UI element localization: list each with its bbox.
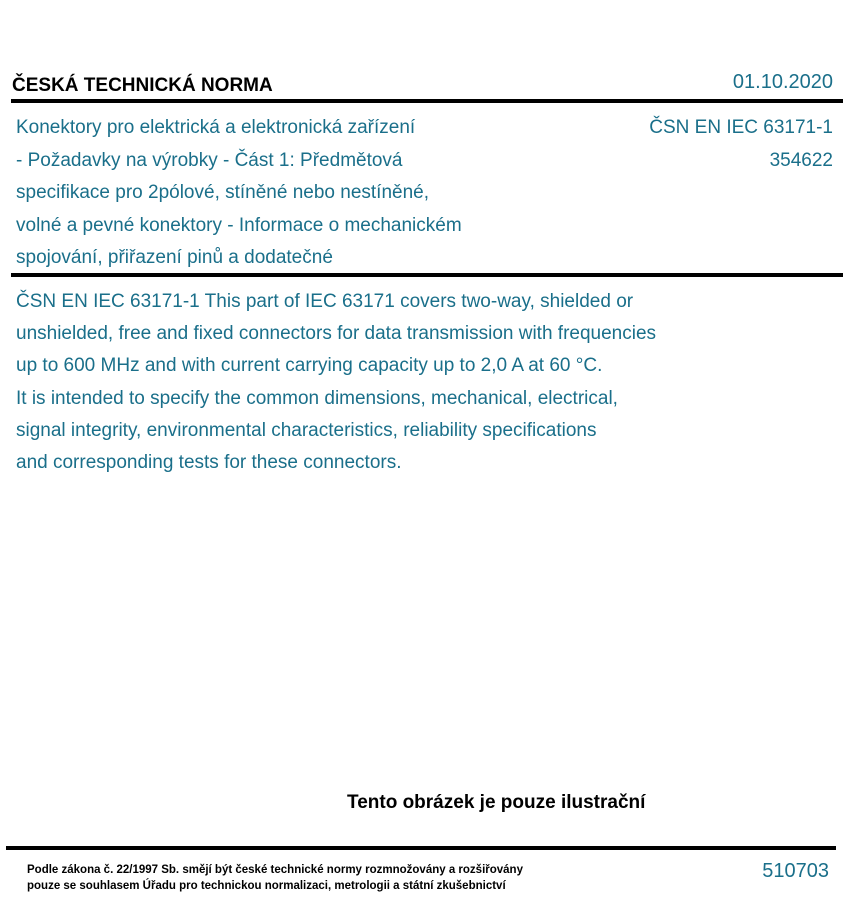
legal-notice xyxy=(27,862,523,894)
abstract-line: unshielded, free and fixed connectors for data transmission with frequencies xyxy=(16,323,657,345)
abstract-line: It is intended to specify the common dimensions, mechanical, electrical, xyxy=(16,387,618,409)
norm-title-line: spojování, přiřazení pinů a dodatečné xyxy=(16,247,333,268)
norm-identifiers xyxy=(649,112,833,177)
legal-notice-line: Podle zákona č. 22/1997 Sb. smějí být české technické normy rozmnožovány a rozšiřovány xyxy=(27,864,523,876)
illustration-note: Tento obrázek je pouze ilustrační xyxy=(347,792,646,813)
footer-divider xyxy=(6,846,836,850)
abstract-line: signal integrity, environmental characteristics, reliability specifications xyxy=(16,419,597,441)
norm-title-line: - Požadavky na výrobky - Část 1: Předmětová xyxy=(16,149,403,171)
norm-title-line: volné a pevné konektory - Informace o mechanickém xyxy=(16,214,462,236)
abstract-line: and corresponding tests for these connectors. xyxy=(16,452,402,474)
title-divider xyxy=(11,273,843,277)
norm-title-line: specifikace pro 2pólové, stíněné nebo nestíněné, xyxy=(16,182,430,203)
header-divider xyxy=(11,99,843,103)
abstract-line: ČSN EN IEC 63171-1 This part of IEC 63171 covers two-way, shielded or xyxy=(16,291,634,312)
publication-date: 01.10.2020 xyxy=(732,71,833,93)
norm-designation: ČSN EN IEC 63171-1 xyxy=(649,117,833,138)
catalog-code: 510703 xyxy=(762,860,829,882)
norm-class-number: 354622 xyxy=(769,149,833,171)
norm-title-line: Konektory pro elektrická a elektronická zařízení xyxy=(16,117,416,138)
document-type-title: ČESKÁ TECHNICKÁ NORMA xyxy=(12,75,273,96)
abstract-line: up to 600 MHz and with current carrying capacity up to 2,0 A at 60 °C. xyxy=(16,355,603,377)
legal-notice-line: pouze se souhlasem Úřadu pro technickou normalizaci, metrologii a státní zkušebnictví xyxy=(27,880,506,892)
abstract xyxy=(16,286,836,479)
norm-title xyxy=(16,112,576,275)
